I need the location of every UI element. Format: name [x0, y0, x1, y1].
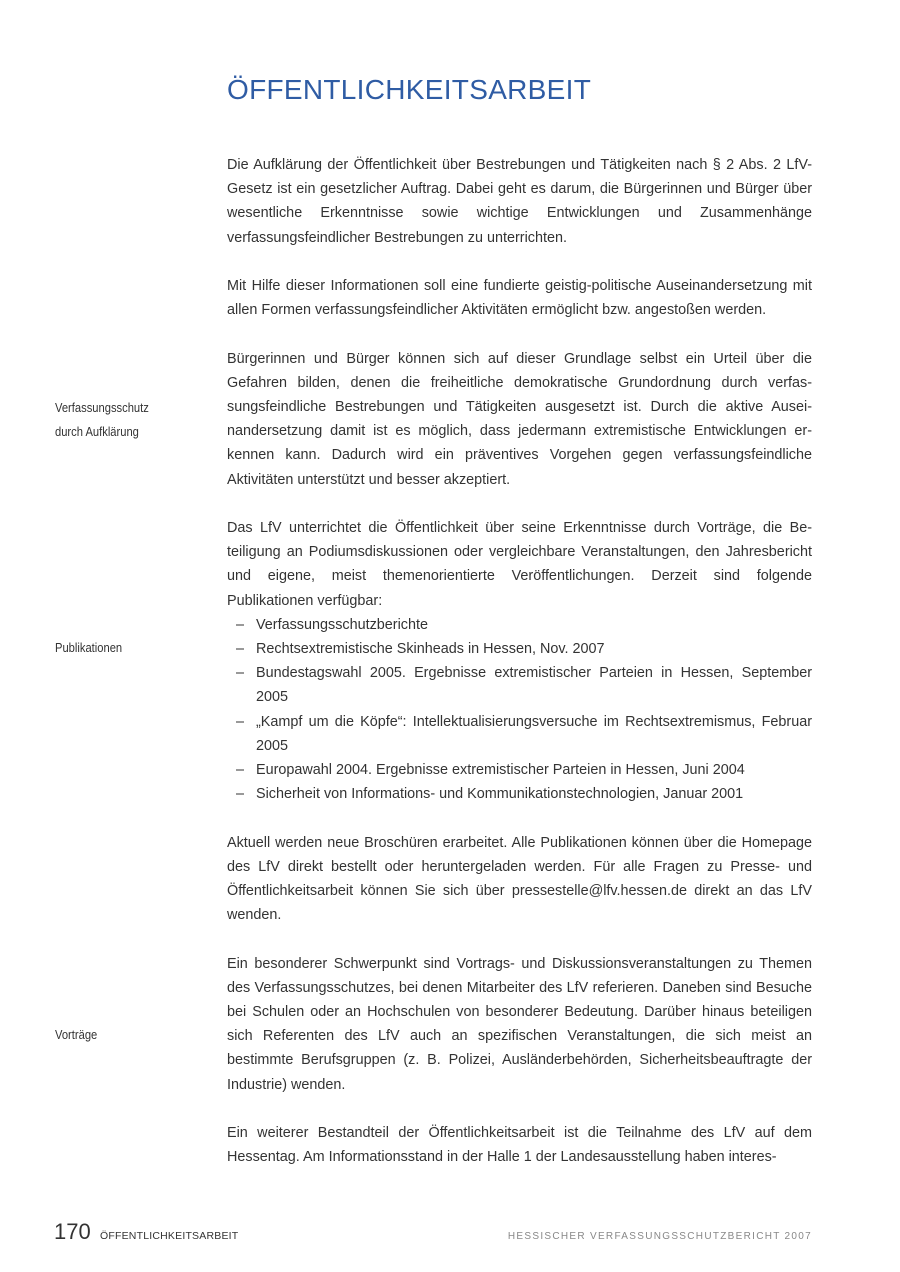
list-dash: – — [236, 713, 245, 730]
page-title: ÖFFENTLICHKEITSARBEIT — [227, 74, 592, 105]
margin-note-verfassungsschutz — [55, 396, 149, 444]
list-dash: – — [236, 641, 245, 658]
publication-title: „Kampf um die Köpfe“: Intellektualisierungsversuche im Rechtsextremismus, Februar 2005 — [256, 713, 812, 754]
margin-note-vortraege: Vorträge — [55, 1027, 98, 1042]
list-dash: – — [236, 616, 245, 633]
paragraph-judgement: Bürgerinnen und Bürger können sich auf dieser Grundlage selbst ein Urteil über die Gefahren bilden, denen die freiheitliche demokratische Grundordnung durch verfassungsfeindliche Bestrebungen und Tätigkeiten ausgesetzt ist. Durch die aktive Auseinandersetzung damit ist es möglich, dass jedermann extremistische Entwicklungen erkennen kann. Dadurch wird ein präventives Vorgehen gegen verfassungsfeindliche Aktivitäten unterstützt und besser akzeptiert. — [227, 350, 812, 488]
publication-title: Europawahl 2004. Ergebnisse extremistischer Parteien in Hessen, Juni 2004 — [256, 762, 745, 779]
list-dash: – — [236, 665, 245, 682]
margin-note-line: Verfassungsschutz — [55, 400, 149, 415]
footer-section-title: ÖFFENTLICHKEITSARBEIT — [100, 1230, 239, 1242]
list-item — [227, 637, 812, 661]
publications-list — [227, 613, 812, 807]
paragraph-hessentag: Ein weiterer Bestandteil der Öffentlichkeitsarbeit ist die Teilnahme des LfV auf dem Hessentag. Am Informationsstand in der Halle 1 der Landesausstellung haben interes- — [227, 1125, 812, 1166]
list-item — [227, 710, 812, 758]
paragraph-intro: Die Aufklärung der Öffentlichkeit über Bestrebungen und Tätigkeiten nach § 2 Abs. 2 LfV-Gesetz ist ein gesetzlicher Auftrag. Dabei geht es darum, die Bürgerinnen und Bürger über wesentliche Erkenntnisse sowie wichtige Entwicklungen und Zusammenhänge verfassungsfeindlicher Bestrebungen zu unterrichten. — [227, 157, 812, 246]
paragraph-information: Mit Hilfe dieser Informationen soll eine fundierte geistig-politische Auseinandersetzung mit allen Formen verfassungsfeindlicher Aktivitäten ermöglicht bzw. angestoßen werden. — [227, 278, 812, 319]
publication-title: Rechtsextremistische Skinheads in Hessen, Nov. 2007 — [256, 641, 605, 658]
list-item — [227, 661, 812, 709]
paragraph-publications-intro: Das LfV unterrichtet die Öffentlichkeit über seine Erkenntnisse durch Vorträge, die Beteiligung an Podiumsdiskussionen oder vergleichbare Veranstaltungen, den Jahresbericht und eigene, meist themenorientierte Veröffentlichungen. Derzeit sind folgende Publikationen verfügbar: — [227, 520, 812, 609]
paragraph-lectures: Ein besonderer Schwerpunkt sind Vortrags- und Diskussionsveranstaltungen zu Themen des Verfassungsschutzes, bei denen Mitarbeiter des LfV referieren. Daneben sind Besuche bei Schulen oder an Hochschulen von besonderer Bedeutung. Darüber hinaus beteiligen sich Referenten des LfV auch an spezifischen Veranstaltungen, die sich meist an bestimmte Berufsgruppen (z. B. Polizei, Ausländerbehörden, Sicherheitsbeauftragte der Industrie) wenden. — [227, 955, 812, 1093]
main-text — [227, 153, 812, 1194]
list-item — [227, 782, 812, 806]
publication-title: Sicherheit von Informations- und Kommunikationstechnologien, Januar 2001 — [256, 786, 744, 803]
footer-publication-title: HESSISCHER VERFASSUNGSSCHUTZBERICHT 2007 — [507, 1231, 812, 1242]
publication-title: Bundestagswahl 2005. Ergebnisse extremistischer Parteien in Hessen, September 2005 — [256, 665, 812, 706]
margin-note-publikationen: Publikationen — [55, 640, 123, 655]
margin-note-line: durch Aufklärung — [55, 424, 139, 440]
list-item — [227, 613, 812, 637]
list-item — [227, 758, 812, 782]
publication-title: Verfassungsschutzberichte — [256, 616, 428, 633]
page-number: 170 — [54, 1219, 91, 1244]
paragraph-contact: Aktuell werden neue Broschüren erarbeitet. Alle Publikationen können über die Homepage des LfV direkt bestellt oder heruntergeladen werden. Für alle Fragen zu Presse- und Öffentlichkeitsarbeit können Sie sich über pressestelle@lfv.hessen.de direkt an das LfV wenden. — [227, 834, 812, 924]
list-dash: – — [236, 762, 245, 779]
list-dash: – — [236, 786, 245, 803]
